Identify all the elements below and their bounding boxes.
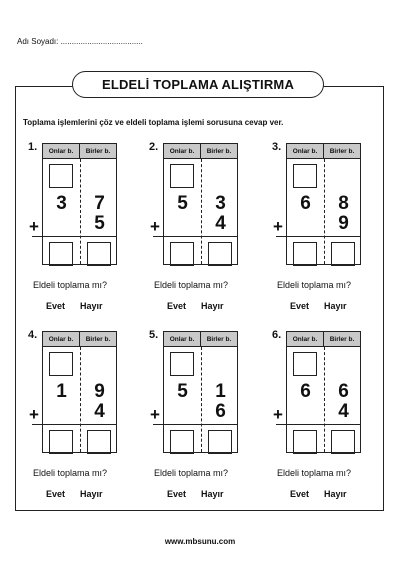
- problem-6: [272, 329, 382, 499]
- answer-units-box[interactable]: [331, 242, 355, 266]
- place-value-header: [164, 332, 237, 347]
- addend1-tens: 6: [300, 193, 311, 214]
- carry-question: Eldeli toplama mı?: [154, 468, 229, 478]
- units-header: Birler b.: [323, 144, 360, 158]
- addend2-units: 6: [215, 401, 226, 422]
- addend1-units: 8: [338, 193, 349, 214]
- problem-number: 6.: [272, 329, 282, 341]
- place-value-header: [43, 332, 116, 347]
- answer-no[interactable]: Hayır: [201, 489, 224, 499]
- addend1-units: 7: [94, 193, 105, 214]
- place-value-table: [163, 331, 238, 453]
- addend1-tens: 3: [56, 193, 67, 214]
- carry-question: Eldeli toplama mı?: [33, 280, 108, 290]
- problem-2: [149, 141, 259, 311]
- problem-4: [28, 329, 138, 499]
- addend1-units: 6: [338, 381, 349, 402]
- answer-units-box[interactable]: [208, 430, 232, 454]
- units-header: Birler b.: [79, 332, 116, 346]
- addend1-tens: 5: [177, 381, 188, 402]
- tens-header: Onlar b.: [164, 144, 200, 158]
- place-value-header: [287, 144, 360, 159]
- place-value-table: [42, 143, 117, 265]
- carry-box[interactable]: [293, 164, 317, 188]
- units-header: Birler b.: [79, 144, 116, 158]
- tens-header: Onlar b.: [287, 332, 323, 346]
- place-value-table: [163, 143, 238, 265]
- tens-header: Onlar b.: [287, 144, 323, 158]
- sum-line: [276, 424, 361, 425]
- carry-question: Eldeli toplama mı?: [277, 280, 352, 290]
- worksheet-title: ELDELİ TOPLAMA ALIŞTIRMA: [72, 71, 324, 98]
- units-header: Birler b.: [323, 332, 360, 346]
- units-header: Birler b.: [200, 332, 237, 346]
- addend2-units: 5: [94, 213, 105, 234]
- place-value-table: [286, 331, 361, 453]
- tens-header: Onlar b.: [43, 144, 79, 158]
- answer-units-box[interactable]: [208, 242, 232, 266]
- answer-units-box[interactable]: [331, 430, 355, 454]
- answer-yes[interactable]: Evet: [167, 489, 187, 499]
- addend2-units: 9: [338, 213, 349, 234]
- carry-question: Eldeli toplama mı?: [277, 468, 352, 478]
- answer-tens-box[interactable]: [170, 430, 194, 454]
- addend1-units: 3: [215, 193, 226, 214]
- instruction-text: Toplama işlemlerini çöz ve eldeli toplama işlemi sorusuna cevap ver.: [23, 118, 284, 127]
- answer-no[interactable]: Hayır: [80, 301, 103, 311]
- problem-number: 1.: [28, 141, 38, 153]
- problem-number: 3.: [272, 141, 282, 153]
- carry-box[interactable]: [170, 352, 194, 376]
- footer-url: www.mbsunu.com: [164, 537, 236, 546]
- carry-box[interactable]: [170, 164, 194, 188]
- answer-units-box[interactable]: [87, 242, 111, 266]
- problem-number: 5.: [149, 329, 159, 341]
- addend1-tens: 6: [300, 381, 311, 402]
- sum-line: [32, 424, 117, 425]
- carry-question: Eldeli toplama mı?: [154, 280, 229, 290]
- sum-line: [32, 236, 117, 237]
- answer-units-box[interactable]: [87, 430, 111, 454]
- addend2-units: 4: [338, 401, 349, 422]
- tens-header: Onlar b.: [43, 332, 79, 346]
- answer-yes[interactable]: Evet: [290, 489, 310, 499]
- sum-line: [153, 236, 238, 237]
- answer-tens-box[interactable]: [170, 242, 194, 266]
- problem-3: [272, 141, 382, 311]
- answer-tens-box[interactable]: [293, 430, 317, 454]
- answer-yes[interactable]: Evet: [167, 301, 187, 311]
- addend2-units: 4: [215, 213, 226, 234]
- problem-number: 4.: [28, 329, 38, 341]
- plus-sign: +: [29, 405, 39, 424]
- carry-box[interactable]: [49, 164, 73, 188]
- answer-no[interactable]: Hayır: [201, 301, 224, 311]
- carry-box[interactable]: [49, 352, 73, 376]
- student-name-line: Adı Soyadı: .....................................: [17, 37, 143, 46]
- plus-sign: +: [150, 405, 160, 424]
- plus-sign: +: [273, 405, 283, 424]
- plus-sign: +: [150, 217, 160, 236]
- answer-tens-box[interactable]: [293, 242, 317, 266]
- answer-no[interactable]: Hayır: [324, 301, 347, 311]
- addend1-units: 1: [215, 381, 226, 402]
- addend1-units: 9: [94, 381, 105, 402]
- addend2-units: 4: [94, 401, 105, 422]
- problem-number: 2.: [149, 141, 159, 153]
- problem-5: [149, 329, 259, 499]
- answer-yes[interactable]: Evet: [46, 301, 66, 311]
- addend1-tens: 5: [177, 193, 188, 214]
- place-value-table: [42, 331, 117, 453]
- answer-no[interactable]: Hayır: [324, 489, 347, 499]
- plus-sign: +: [29, 217, 39, 236]
- units-header: Birler b.: [200, 144, 237, 158]
- sum-line: [276, 236, 361, 237]
- addend1-tens: 1: [56, 381, 67, 402]
- answer-yes[interactable]: Evet: [46, 489, 66, 499]
- carry-box[interactable]: [293, 352, 317, 376]
- answer-tens-box[interactable]: [49, 430, 73, 454]
- answer-tens-box[interactable]: [49, 242, 73, 266]
- answer-no[interactable]: Hayır: [80, 489, 103, 499]
- place-value-table: [286, 143, 361, 265]
- sum-line: [153, 424, 238, 425]
- problem-1: [28, 141, 138, 311]
- place-value-header: [164, 144, 237, 159]
- place-value-header: [287, 332, 360, 347]
- carry-question: Eldeli toplama mı?: [33, 468, 108, 478]
- answer-yes[interactable]: Evet: [290, 301, 310, 311]
- plus-sign: +: [273, 217, 283, 236]
- tens-header: Onlar b.: [164, 332, 200, 346]
- place-value-header: [43, 144, 116, 159]
